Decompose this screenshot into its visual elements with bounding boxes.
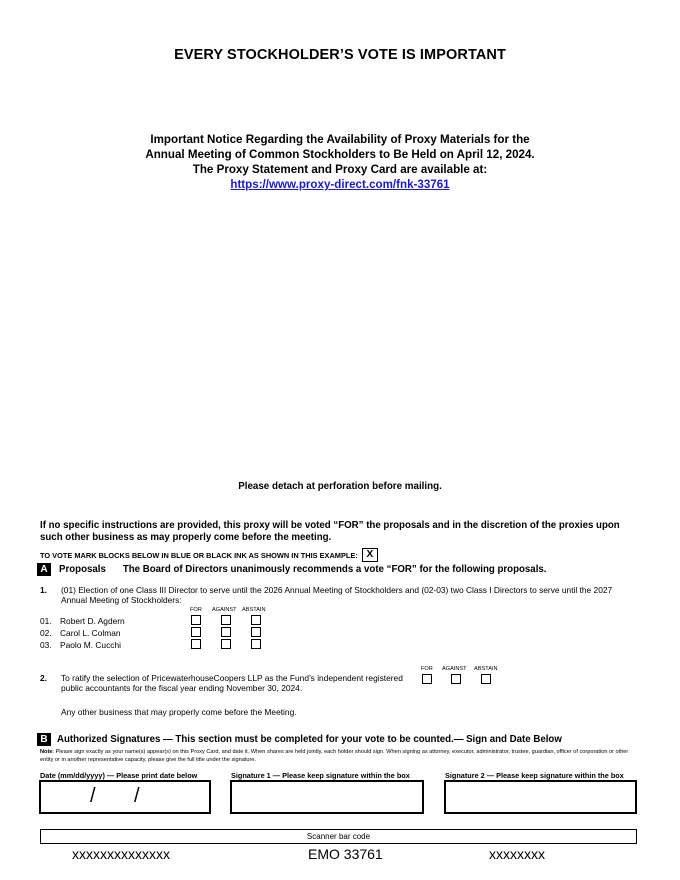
proposal-2	[40, 673, 420, 693]
example-mark-box: X	[362, 548, 378, 562]
proposal-1	[40, 585, 635, 605]
candidate-2-against-checkbox[interactable]	[221, 627, 231, 637]
proxy-materials-link[interactable]: https://www.proxy-direct.com/fnk-33761	[230, 178, 450, 191]
proposal-2-number: 2.	[40, 673, 47, 683]
proxy-notice	[0, 132, 680, 192]
section-b-header	[37, 733, 562, 746]
proposal-2-abstain-checkbox[interactable]	[481, 674, 491, 684]
signature-2-label: Signature 2 — Please keep signature within the box	[445, 771, 624, 780]
candidate-2-abstain-checkbox[interactable]	[251, 627, 261, 637]
proposal-2-against-checkbox[interactable]	[451, 674, 461, 684]
left-code: xxxxxxxxxxxxxx	[72, 846, 170, 862]
candidate-row	[40, 640, 121, 650]
candidate-2-for-checkbox[interactable]	[191, 627, 201, 637]
proposal-2-for-checkbox[interactable]	[422, 674, 432, 684]
notice-line-2: Annual Meeting of Common Stockholders to Be Held on April 12, 2024.	[145, 148, 535, 161]
candidate-row	[40, 616, 125, 626]
signature-1-field[interactable]	[230, 780, 424, 814]
p2-col-abstain: ABSTAIN	[474, 666, 498, 672]
section-a-header	[37, 563, 546, 576]
section-a-label: Proposals	[59, 564, 106, 575]
date-separator-2: /	[134, 785, 140, 807]
mark-instruction: TO VOTE MARK BLOCKS BELOW IN BLUE OR BLACK INK AS SHOWN IN THIS EXAMPLE:	[40, 550, 358, 560]
candidate-name: Paolo M. Cucchi	[60, 640, 121, 650]
notice-line-3: The Proxy Statement and Proxy Card are available at:	[192, 163, 488, 176]
candidate-name: Robert D. Agdern	[60, 616, 125, 626]
signature-note	[40, 748, 638, 764]
candidate-number: 01.	[40, 616, 52, 626]
mark-instruction-row	[40, 548, 378, 562]
signature-2-field[interactable]	[444, 780, 637, 814]
p2-col-for: FOR	[421, 666, 433, 672]
date-field[interactable]	[39, 780, 211, 814]
section-a-badge: A	[37, 563, 51, 576]
p2-col-against: AGAINST	[442, 666, 467, 672]
detach-instruction: Please detach at perforation before mailing.	[238, 481, 442, 492]
proposal-1-number: 1.	[40, 585, 47, 595]
candidate-1-against-checkbox[interactable]	[221, 615, 231, 625]
candidate-name: Carol L. Colman	[60, 628, 121, 638]
candidate-1-for-checkbox[interactable]	[191, 615, 201, 625]
p1-col-for: FOR	[190, 607, 202, 613]
p1-col-abstain: ABSTAIN	[242, 607, 266, 613]
candidate-number: 03.	[40, 640, 52, 650]
signature-1-label: Signature 1 — Please keep signature within the box	[231, 771, 410, 780]
candidate-3-abstain-checkbox[interactable]	[251, 639, 261, 649]
date-separator-1: /	[90, 785, 96, 807]
candidate-number: 02.	[40, 628, 52, 638]
candidate-3-against-checkbox[interactable]	[221, 639, 231, 649]
candidate-row	[40, 628, 121, 638]
right-code: xxxxxxxx	[489, 846, 545, 862]
proposal-2-text: To ratify the selection of PricewaterhouseCoopers LLP as the Fund’s independent registered public accountants for the fiscal year ending November 30, 2024.	[61, 673, 403, 693]
candidate-3-for-checkbox[interactable]	[191, 639, 201, 649]
other-business: Any other business that may properly come before the Meeting.	[61, 707, 297, 717]
note-text: : Please sign exactly as your name(s) appear(s) on this Proxy Card, and date it. When shares are held jointly, each holder should sign. When signing as attorney, executor, administrator, trustee, guardian, officer of corporation or other entity or in another representative capacity, please give the full title under the signature.	[40, 749, 629, 763]
candidate-1-abstain-checkbox[interactable]	[251, 615, 261, 625]
default-vote-instruction: If no specific instructions are provided, this proxy will be voted “FOR” the proposals and in the discretion of the proxies upon such other business as may properly come before the meeting.	[40, 520, 620, 543]
center-code: EMO 33761	[308, 846, 383, 862]
board-recommendation: The Board of Directors unanimously recommends a vote “FOR” for the following proposals.	[122, 564, 547, 575]
page-title: EVERY STOCKHOLDER’S VOTE IS IMPORTANT	[174, 47, 506, 63]
scanner-barcode-box: Scanner bar code	[40, 829, 637, 844]
p1-col-against: AGAINST	[212, 607, 237, 613]
proposal-1-text: (01) Election of one Class III Director to serve until the 2026 Annual Meeting of Stockholders and (02-03) two Class I Directors to serve until the 2027 Annual Meeting of Stockholders:	[61, 585, 613, 605]
note-label: Note	[40, 749, 53, 755]
notice-line-1: Important Notice Regarding the Availability of Proxy Materials for the	[150, 133, 530, 146]
section-b-badge: B	[37, 733, 51, 746]
date-label: Date (mm/dd/yyyy) — Please print date below	[40, 771, 198, 780]
section-b-label: Authorized Signatures — This section must be completed for your vote to be counted.— Sign and Date Below	[57, 734, 562, 745]
